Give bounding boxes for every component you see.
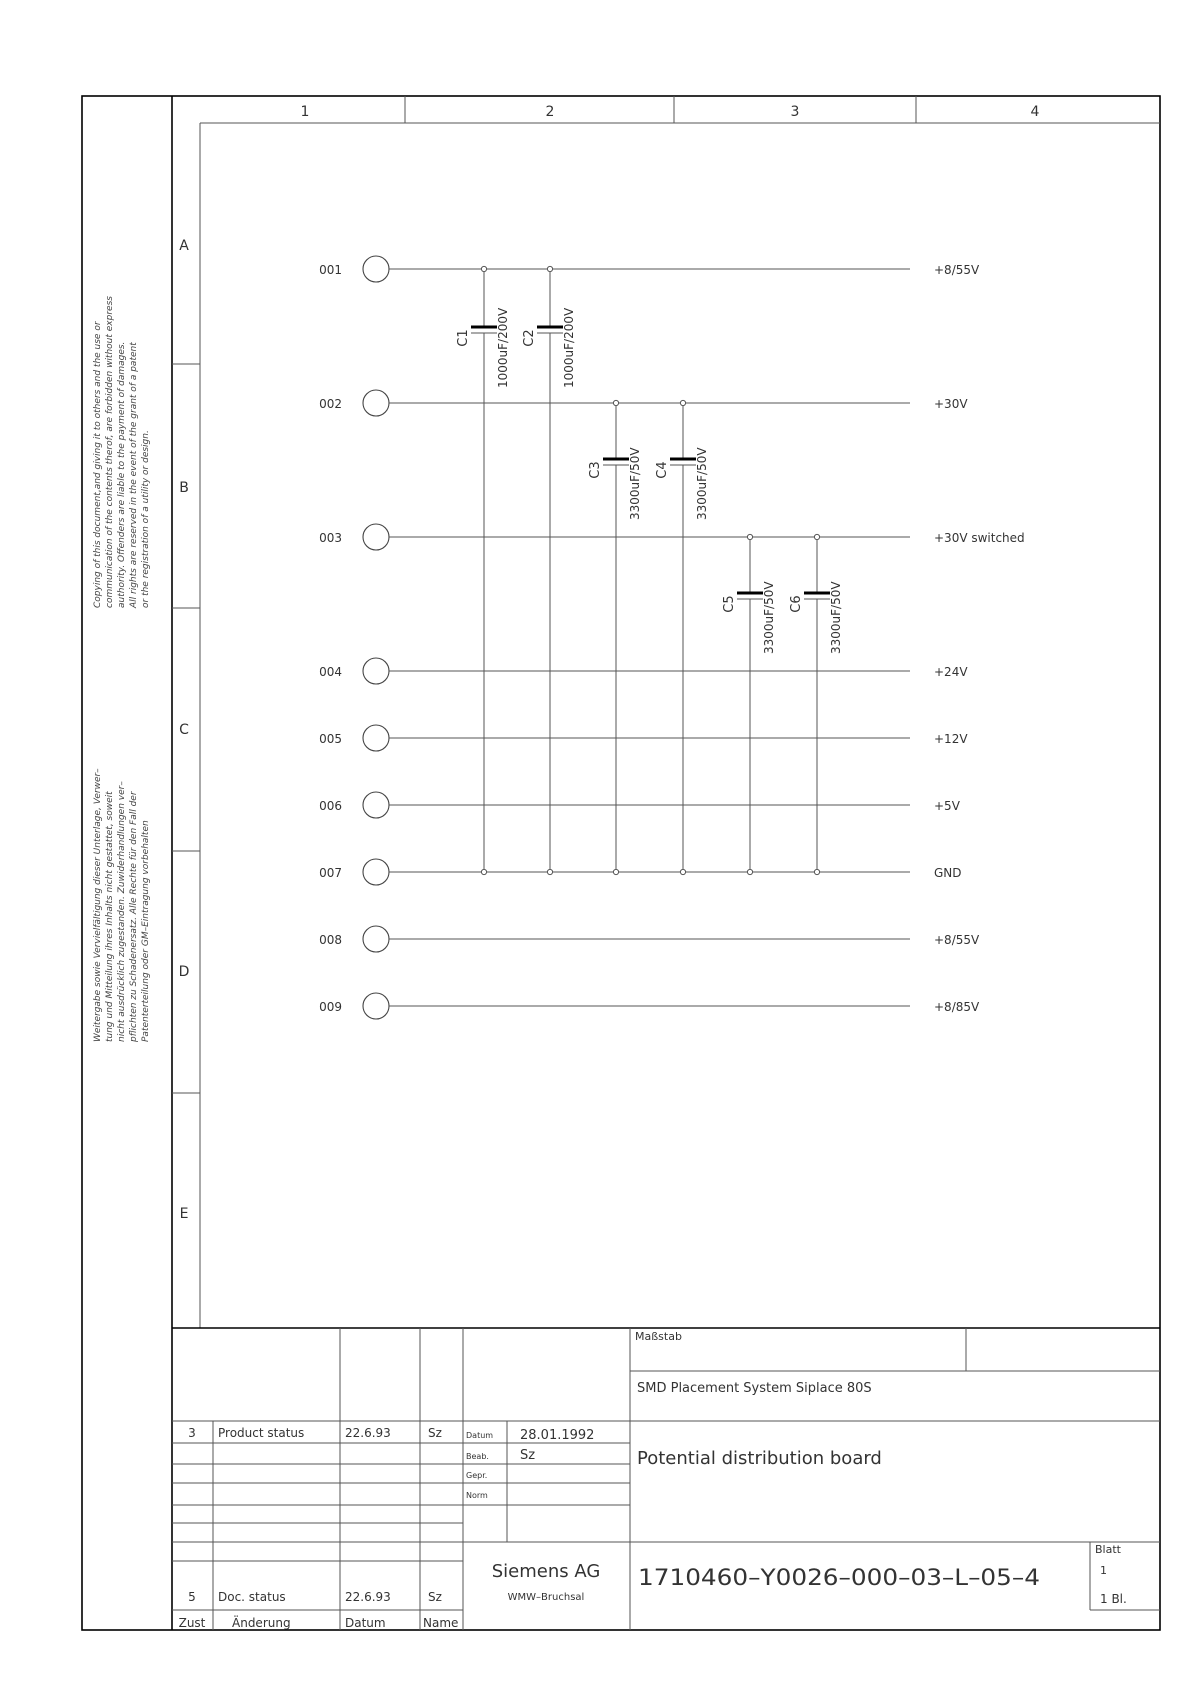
terminal-label: 003 [319, 531, 342, 545]
junction-dot [481, 869, 486, 874]
junction-dot [747, 534, 752, 539]
column-marker: 1 [300, 104, 310, 120]
terminal-label: 009 [319, 1000, 342, 1014]
column-marker: 4 [1030, 104, 1040, 120]
svg-text:All rights are reserved in the: All rights are reserved in the event of the grant of a patent [129, 342, 139, 608]
blatt-value: 1 [1100, 1564, 1107, 1577]
junction-dot [747, 869, 752, 874]
svg-text:tung und Mitteilung ihres Inha: tung und Mitteilung ihres Inhalts nicht gestattet, soweit [105, 791, 115, 1042]
net-label: +30V [934, 397, 968, 411]
capacitor-reference: C6 [789, 595, 804, 613]
capacitor-reference: C1 [456, 329, 471, 347]
junction-dot [680, 869, 685, 874]
project-name: SMD Placement System Siplace 80S [637, 1381, 872, 1396]
terminal-label: 005 [319, 732, 342, 746]
beab-value: Sz [520, 1448, 536, 1463]
column-header-zust: Zust [178, 1616, 206, 1630]
datum-value: 28.01.1992 [520, 1428, 595, 1443]
net-label: +8/55V [934, 933, 980, 947]
net-label: +24V [934, 665, 968, 679]
terminal-label: 002 [319, 397, 342, 411]
revision-date: 22.6.93 [345, 1590, 391, 1604]
blatt-label: Blatt [1095, 1543, 1121, 1556]
terminal-label: 007 [319, 866, 342, 880]
svg-text:nicht ausdrücklich zugestanden: nicht ausdrücklich zugestanden. Zuwiderhandlungen ver– [117, 781, 127, 1042]
terminal-circle [363, 993, 389, 1019]
svg-text:authority. Offenders are liabl: authority. Offenders are liable to the payment of damages. [117, 341, 127, 608]
terminal-circle [363, 256, 389, 282]
terminal-circle [363, 859, 389, 885]
copyright-note-english [93, 296, 151, 609]
junction-dot [814, 534, 819, 539]
junction-dot [613, 400, 618, 405]
norm-label: Norm [466, 1491, 488, 1500]
terminal-label: 008 [319, 933, 342, 947]
capacitor-value: 3300uF/50V [762, 581, 776, 654]
drawing-title: Potential distribution board [637, 1448, 882, 1469]
terminal-circle [363, 524, 389, 550]
revision-change: Doc. status [218, 1590, 286, 1604]
capacitor-reference: C4 [655, 461, 670, 479]
revision-zust: 3 [188, 1426, 196, 1440]
net-label: +8/85V [934, 1000, 980, 1014]
row-marker: C [179, 722, 189, 738]
company-location: WMW–Bruchsal [507, 1592, 585, 1603]
capacitor-value: 3300uF/50V [695, 447, 709, 520]
net-label: +5V [934, 799, 960, 813]
beab-label: Beab. [466, 1452, 489, 1461]
schematic-diagram [319, 256, 1025, 1019]
net-label: +8/55V [934, 263, 980, 277]
column-header-aenderung: Änderung [232, 1616, 291, 1630]
capacitor-reference: C2 [522, 329, 537, 347]
title-block [172, 1328, 1160, 1630]
terminal-label: 004 [319, 665, 342, 679]
revision-name: Sz [428, 1426, 442, 1440]
terminal-circle [363, 658, 389, 684]
copyright-note-german [93, 768, 151, 1043]
junction-dot [547, 266, 552, 271]
junction-dot [547, 869, 552, 874]
terminal-label: 006 [319, 799, 342, 813]
terminal-circle [363, 725, 389, 751]
drawing-number: 1710460–Y0026–000–03–L–05–4 [638, 1566, 1040, 1591]
capacitor-reference: C5 [722, 595, 737, 613]
column-marker: 3 [790, 104, 800, 120]
capacitor-value: 3300uF/50V [628, 447, 642, 520]
capacitor-value: 1000uF/200V [496, 307, 510, 388]
revision-change: Product status [218, 1426, 305, 1440]
terminal-circle [363, 390, 389, 416]
junction-dot [613, 869, 618, 874]
svg-text:Copying of this document,and g: Copying of this document,and giving it to others and the use or [93, 321, 103, 608]
revision-date: 22.6.93 [345, 1426, 391, 1440]
gepr-label: Gepr. [466, 1471, 488, 1480]
net-label: +30V switched [934, 531, 1025, 545]
column-header-datum: Datum [345, 1616, 386, 1630]
row-marker: A [179, 238, 189, 254]
svg-text:Patenterteilung oder GM–Eintra: Patenterteilung oder GM–Eintragung vorbehalten [141, 820, 151, 1042]
sheet-count: 1 Bl. [1100, 1592, 1127, 1606]
svg-text:communication of the contents: communication of the contents therof, are forbidden without express [105, 296, 115, 608]
datum-label: Datum [466, 1431, 494, 1440]
svg-text:Weitergabe sowie Vervielfältig: Weitergabe sowie Vervielfältigung dieser Unterlage, Verwer– [93, 768, 103, 1042]
svg-text:pflichten zu Schadenersatz. Al: pflichten zu Schadenersatz. Alle Rechte für den Fall der [129, 791, 139, 1042]
net-label: +12V [934, 732, 968, 746]
capacitor-value: 1000uF/200V [562, 307, 576, 388]
terminal-circle [363, 792, 389, 818]
row-marker: B [179, 480, 189, 496]
capacitor-reference: C3 [588, 461, 603, 479]
svg-text:or the registration of a utili: or the registration of a utility or design. [141, 430, 151, 608]
terminal-circle [363, 926, 389, 952]
junction-dot [680, 400, 685, 405]
junction-dot [814, 869, 819, 874]
scale-label: Maßstab [635, 1330, 682, 1343]
row-marker: E [179, 1206, 189, 1222]
outer-frame [82, 96, 1160, 1630]
column-header-name: Name [423, 1616, 459, 1630]
revision-name: Sz [428, 1590, 442, 1604]
revision-zust: 5 [188, 1590, 196, 1604]
company-name: Siemens AG [491, 1561, 601, 1582]
terminal-label: 001 [319, 263, 342, 277]
row-marker: D [178, 964, 190, 980]
net-label: GND [934, 866, 962, 880]
capacitor-value: 3300uF/50V [829, 581, 843, 654]
junction-dot [481, 266, 486, 271]
column-marker: 2 [545, 104, 555, 120]
